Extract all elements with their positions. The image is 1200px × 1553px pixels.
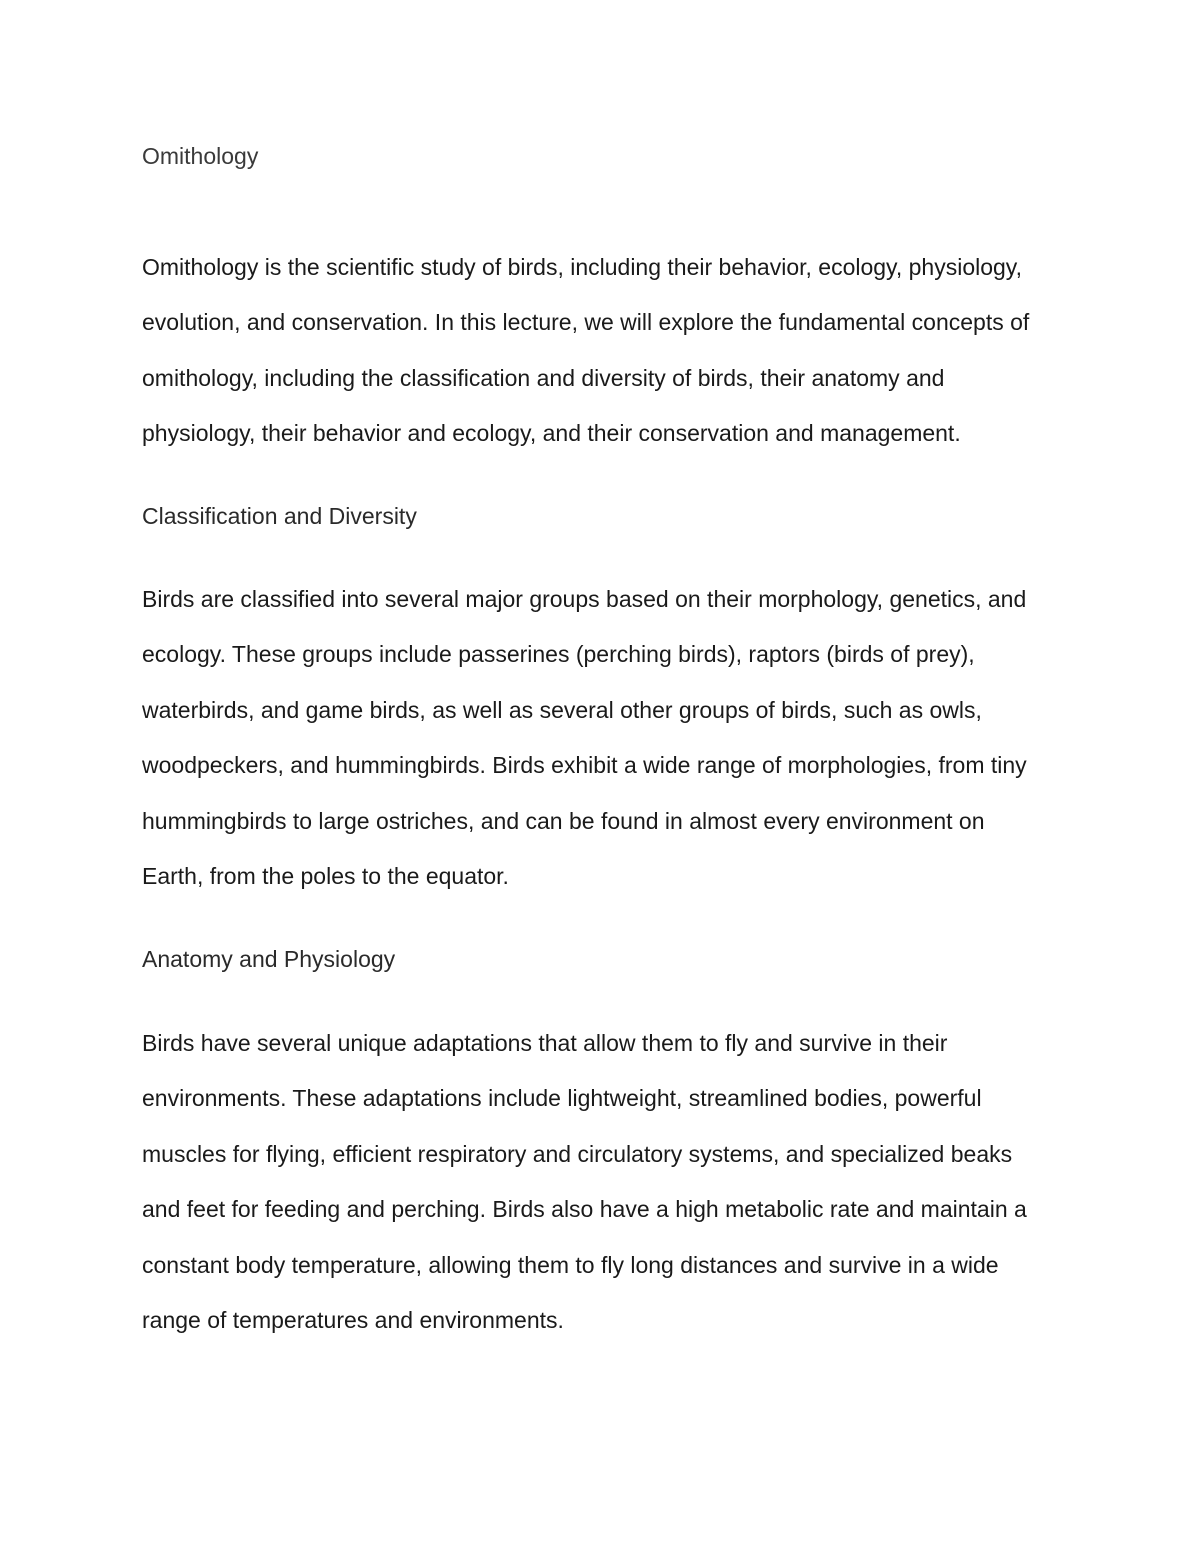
paragraph-line: physiology, their behavior and ecology, and their conservation and management. [142, 420, 961, 447]
anatomy-paragraph [142, 1016, 1062, 1348]
paragraph-line: hummingbirds to large ostriches, and can be found in almost every environment on [142, 807, 985, 834]
paragraph-line: ecology. These groups include passerines (perching birds), raptors (birds of prey), [142, 641, 975, 668]
intro-paragraph [142, 240, 1062, 462]
section-heading-classification: Classification and Diversity [142, 503, 417, 529]
document-title: Omithology [142, 143, 259, 169]
paragraph-line: Earth, from the poles to the equator. [142, 863, 509, 890]
paragraph-line: and feet for feeding and perching. Birds also have a high metabolic rate and maintain a [142, 1196, 1027, 1223]
paragraph-line: Birds are classified into several major groups based on their morphology, genetics, and [142, 586, 1027, 612]
paragraph-line: Omithology is the scientific study of birds, including their behavior, ecology, physiology, [142, 254, 1022, 280]
classification-paragraph [142, 572, 1062, 904]
paragraph-line: environments. These adaptations include lightweight, streamlined bodies, powerful [142, 1085, 982, 1112]
paragraph-line: range of temperatures and environments. [142, 1307, 564, 1334]
section-heading-anatomy: Anatomy and Physiology [142, 946, 396, 972]
paragraph-line: woodpeckers, and hummingbirds. Birds exhibit a wide range of morphologies, from tiny [142, 752, 1027, 779]
paragraph-line: omithology, including the classification and diversity of birds, their anatomy and [142, 364, 945, 391]
paragraph-line: evolution, and conservation. In this lecture, we will explore the fundamental concepts of [142, 309, 1030, 336]
paragraph-line: waterbirds, and game birds, as well as several other groups of birds, such as owls, [142, 696, 982, 723]
paragraph-line: Birds have several unique adaptations that allow them to fly and survive in their [142, 1030, 948, 1056]
paragraph-line: constant body temperature, allowing them to fly long distances and survive in a wide [142, 1251, 999, 1278]
paragraph-line: muscles for flying, efficient respiratory and circulatory systems, and specialized beaks [142, 1140, 1013, 1167]
